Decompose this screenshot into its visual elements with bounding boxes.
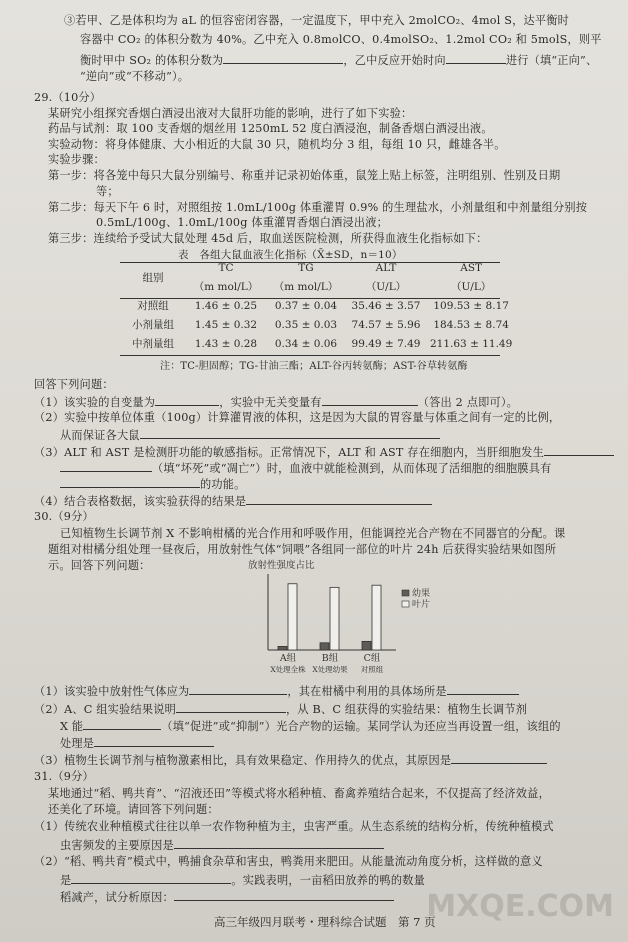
- answer-blank: [71, 872, 231, 884]
- answer-blank: [223, 52, 343, 64]
- q28-line4: “逆向”或“不移动”）。: [80, 70, 190, 83]
- q31-header: 31.（9分）: [34, 770, 94, 783]
- answer-blank: [446, 52, 506, 64]
- answer-blank: [155, 394, 219, 406]
- q29-sub2-cont: 从而保证各大鼠: [60, 427, 440, 443]
- legend-label: 幼果: [412, 589, 431, 599]
- table-cell: 小剂量组: [132, 319, 174, 331]
- bar-leaf: [330, 587, 339, 650]
- table-cell: 0.35 ± 0.03: [274, 318, 338, 331]
- table-note: 注：TC-胆固醇；TG-甘油三酯；ALT-谷丙转氨酶；AST-谷草转氨酶: [160, 361, 468, 372]
- q30-sub1: （1）该实验中放射性气体应为 ，其在柑橘中利用的具体场所是: [34, 683, 519, 699]
- blood-index-table: [120, 258, 516, 353]
- q29-sub2: （2）实验中按单位体重（100g）计算灌胃液的体积，这是因为大鼠的胃容量与体重之间有一定的比例，: [34, 411, 561, 424]
- q29-materials: 药品与试剂：取 100 支香烟的烟丝用 1250mL 52 度白酒浸泡，制备香烟白酒浸出液。: [48, 122, 493, 135]
- answer-blank: [174, 837, 384, 849]
- q31-intro1: 某地通过“稻、鸭共育”、“沼液还田”等模式将水稻种植、畜禽养殖结合起来，不仅提高了经济效益，: [48, 787, 550, 800]
- q29-step1: 第一步：将各笼中每只大鼠分别编号、称重并记录初始体重，鼠笼上贴上标签，注明组别、性别及日期: [48, 169, 561, 182]
- q30-sub2: （2）A、C 组实验结果说明 ，从 B、C 组获得的实验结果：植物生长调节剂: [34, 703, 528, 716]
- bar-leaf: [372, 585, 381, 650]
- answer-blank: [60, 476, 200, 488]
- answer-blank: [189, 683, 287, 695]
- table-header-cell: ALT: [375, 261, 397, 274]
- answer-blank: [60, 460, 152, 472]
- q30-intro2: 题组对柑橘分组处理一昼夜后，用放射性气体“饲喂”各组同一部位的叶片 24h 后获得实验结果如图所: [48, 543, 557, 556]
- x-tick-label: C组: [363, 653, 381, 664]
- table-cell: 1.45 ± 0.32: [194, 318, 258, 331]
- table-cell: 35.46 ± 3.57: [351, 299, 421, 312]
- q29-intro: 某研究小组探究香烟白酒浸出液对大鼠肝功能的影响，进行了如下实验：: [48, 107, 413, 120]
- x-tick-sublabel: 对照组: [360, 665, 384, 674]
- q31-sub2: （2）“稻、鸭共育”模式中，鸭捕食杂草和害虫，鸭粪用来肥田。从能量流动角度分析，这样做的意义: [34, 855, 543, 868]
- q31-intro2: 还美化了环境。请回答下列问题：: [48, 803, 219, 816]
- table-cell: 1.46 ± 0.25: [194, 299, 258, 312]
- answer-blank: [83, 718, 161, 730]
- bar-fruit: [320, 643, 329, 650]
- site-watermark: MXQE.COM: [426, 889, 614, 924]
- q29-step3: 第三步：连续给予受试大鼠处理 45d 后，取血送医院检测，所获得血液生化指标如下：: [48, 232, 488, 245]
- legend-label: 叶片: [412, 600, 431, 610]
- table-bottom-rule: [120, 355, 500, 356]
- q31-sub2-end: 稻减产，试分析原因：: [60, 889, 394, 905]
- table-cell: 184.53 ± 8.74: [433, 318, 509, 331]
- table-caption: 表 各组大鼠血液生化指标（X̄±SD，n＝10）: [178, 249, 403, 261]
- q29-sub3: （3）ALT 和 AST 是检测肝功能的敏感指标。正常情况下，ALT 和 AST 存在细胞内，当肝细胞发生: [34, 444, 614, 460]
- q29-steps-title: 实验步骤：: [48, 153, 105, 166]
- q28-line1: ③若甲、乙是体积均为 aL 的恒容密闭容器，一定温度下，甲中充入 2molCO₂、4mol S，达平衡时: [64, 14, 570, 27]
- bar-leaf: [288, 584, 297, 650]
- legend-swatch: [402, 601, 409, 607]
- q29-sub4: （4）结合表格数据，该实验获得的结果是: [34, 493, 432, 509]
- table-cell: 99.49 ± 7.49: [351, 337, 421, 350]
- chart-title: 放射性强度占比: [248, 560, 315, 571]
- q29-sub1: （1）该实验的自变量为 ，实验中无关变量有 （答出 2 点即可）。: [34, 396, 519, 409]
- table-unit-cell: （U/L）: [365, 281, 407, 293]
- table-cell: 0.34 ± 0.06: [274, 337, 338, 350]
- q29-sub3-end: 的功能。: [60, 476, 246, 492]
- table-header-cell: AST: [460, 261, 483, 274]
- answer-blank: [447, 683, 519, 695]
- q29-answer-prompt: 回答下列问题：: [34, 378, 114, 391]
- table-header-row: [120, 258, 516, 277]
- answer-blank: [544, 444, 614, 456]
- q30-intro1: 已知植物生长调节剂 X 不影响柑橘的光合作用和呼吸作用，但能调控光合产物在不同器官的分配。课: [60, 527, 566, 540]
- table-cell: 0.37 ± 0.04: [274, 299, 338, 312]
- q31-sub1: （1）传统农业种植模式往往以单一农作物种植为主，虫害严重。从生态系统的结构分析，传统种植模式: [34, 820, 554, 833]
- table-header-cell: 组别: [142, 271, 164, 284]
- table-cell: 中剂量组: [132, 338, 174, 350]
- table-unit-cell: （m mol/L）: [193, 281, 259, 293]
- answer-blank: [140, 427, 440, 439]
- table-cell: 211.63 ± 11.49: [430, 337, 513, 350]
- table-row: [120, 334, 516, 353]
- q31-sub1-cont: 虫害频发的主要原因是: [60, 837, 384, 853]
- answer-blank: [322, 394, 418, 406]
- q29-header: 29.（10分）: [34, 91, 102, 104]
- q29-step1-cont: 等；: [96, 185, 119, 198]
- q29-sub3-cont: （填“坏死”或“凋亡”）时，血液中就能检测到，从而体现了活细胞的细胞膜具有: [60, 460, 551, 476]
- q30-sub2-cont: X 能 （填“促进”或“抑制”）光合产物的运输。某同学认为还应当再设置一组，该组的: [60, 720, 561, 733]
- table-unit-cell: （m mol/L）: [273, 281, 339, 293]
- table-mid-rule: [120, 298, 500, 299]
- q28-line2: 容器中 CO₂ 的体积分数为 40%。乙中充入 0.8molCO、0.4molSO₂、1.2mol CO₂ 和 5molS，则平: [80, 33, 602, 46]
- q29-animals: 实验动物：将身体健康、大小相近的大鼠 30 只，随机均分 3 组，每组 10 只，雌雄各半。: [48, 138, 506, 151]
- table-cell: 109.53 ± 8.17: [433, 299, 509, 312]
- legend-swatch: [402, 590, 409, 596]
- answer-blank: [176, 701, 286, 713]
- q31-sub2-cont: 是 。实践表明，一亩稻田放养的鸭的数量: [60, 874, 425, 887]
- page-footer: 高三年级四月联考・理科综合试题 第 7 页: [214, 915, 436, 929]
- x-tick-label: B组: [321, 653, 339, 664]
- table-cell: 1.43 ± 0.28: [194, 337, 258, 350]
- q29-step2-cont: 0.5mL/100g、1.0mL/100g 体重灌胃香烟白酒浸出液；: [96, 216, 389, 229]
- answer-blank: [94, 735, 214, 747]
- x-tick-label: A组: [279, 653, 297, 664]
- table-cell: 对照组: [137, 300, 169, 312]
- answer-blank: [451, 752, 547, 764]
- table-unit-cell: （U/L）: [450, 281, 492, 293]
- radioactivity-bar-chart: [246, 558, 446, 678]
- q30-sub2-end: 处理是: [60, 735, 214, 751]
- table-row: [120, 315, 516, 334]
- q30-intro3: 示。回答下列问题：: [48, 559, 151, 572]
- table-cell: 74.57 ± 5.96: [351, 318, 421, 331]
- q30-header: 30.（9分）: [34, 510, 94, 523]
- q28-line3: 衡时甲中 SO₂ 的体积分数为 ，乙中反应开始时向 进行（填“正向”、: [80, 54, 598, 67]
- x-tick-sublabel: X处理幼果: [312, 665, 348, 674]
- q30-sub3: （3）植物生长调节剂与植物激素相比，具有效果稳定、作用持久的优点，其原因是: [34, 752, 547, 768]
- table-header-cell: TG: [298, 261, 314, 274]
- table-header-cell: TC: [218, 261, 234, 274]
- bar-fruit: [362, 641, 371, 650]
- q29-step2: 第二步：每天下午 6 时，对照组按 1.0mL/100g 体重灌胃 0.9% 的生理盐水，小剂量组和中剂量组分别按: [48, 201, 588, 214]
- x-tick-sublabel: X处理全株: [270, 665, 306, 674]
- bar-fruit: [278, 646, 287, 650]
- answer-blank: [174, 889, 394, 901]
- answer-blank: [246, 493, 432, 505]
